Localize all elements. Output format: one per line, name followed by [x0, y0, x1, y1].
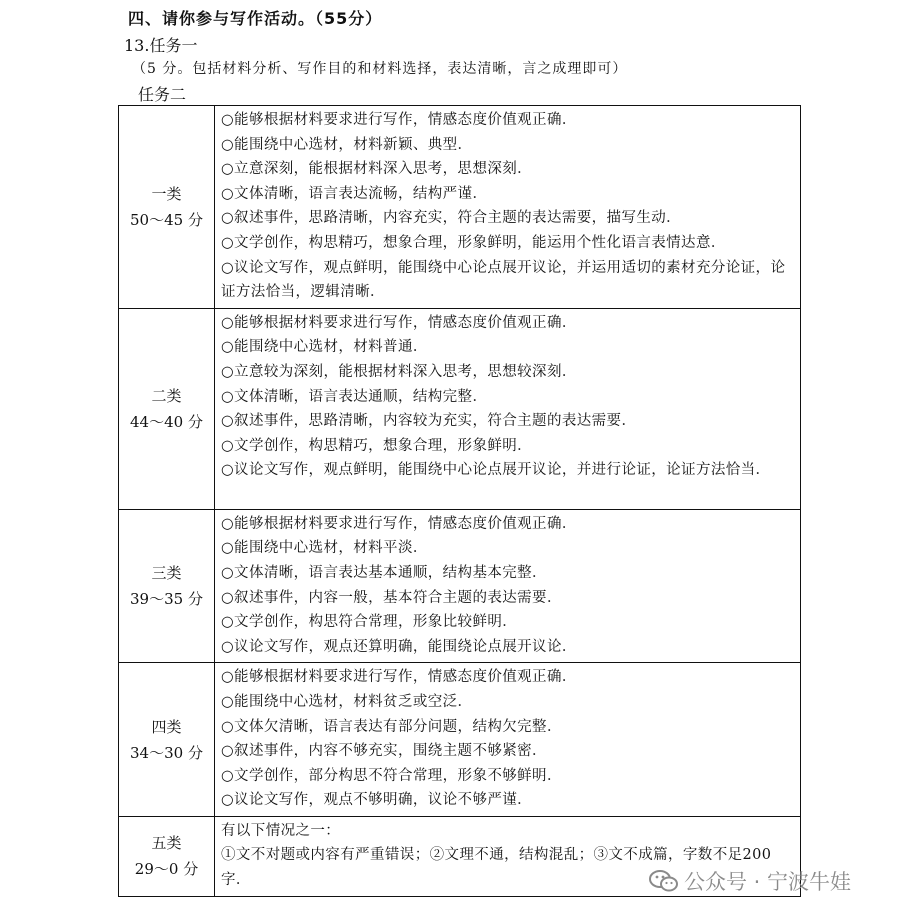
criterion-line: ①文不对题或内容有严重错误；②文理不通，结构混乱；③文不成篇，字数不足200字．: [221, 847, 772, 889]
criterion-line: ○叙述事件，内容一般，基本符合主题的表达需要．: [221, 589, 562, 606]
watermark-text: 公众号 · 宁波牛娃: [684, 870, 852, 894]
task2-label: 任务二: [138, 85, 187, 104]
criterion-line: ○议论文写作，观点还算明确，能围绕论点展开议论．: [221, 638, 577, 655]
grading-rubric-table: [118, 105, 801, 897]
level-score-range: 39～35 分: [130, 590, 203, 609]
level-cell: [119, 106, 215, 309]
level-score-range: 34～30 分: [130, 743, 203, 762]
level-name: 三类: [151, 564, 182, 583]
criterion-line: ○立意较为深刻，能根据材料深入思考，思想较深刻．: [221, 363, 577, 380]
criterion-line: ○能围绕中心选材，材料普通．: [221, 339, 428, 356]
criteria-cell: [215, 106, 801, 309]
task1-label: 13.任务一: [124, 36, 198, 55]
criterion-line: ○能够根据材料要求进行写作，情感态度价值观正确．: [221, 112, 577, 128]
criterion-line: ○文体清晰，语言表达流畅，结构严谨．: [221, 185, 488, 202]
criterion-line: ○文学创作，构思符合常理，形象比较鲜明．: [221, 614, 518, 631]
criterion-line: ○立意深刻，能根据材料深入思考，思想深刻．: [221, 161, 533, 178]
level-score-range: 44～40 分: [130, 412, 203, 431]
criterion-line: ○文学创作，部分构思不符合常理，形象不够鲜明．: [221, 767, 562, 784]
criteria-cell: [215, 509, 801, 663]
criterion-line: ○文体清晰，语言表达基本通顺，结构基本完整．: [221, 564, 547, 581]
rubric-row-level-2: [119, 308, 801, 509]
criterion-line: 有以下情况之一：: [221, 822, 341, 839]
criterion-line: ○文学创作，构思精巧，想象合理，形象鲜明．: [221, 437, 533, 454]
level-cell: [119, 663, 215, 817]
criterion-line: ○能够根据材料要求进行写作，情感态度价值观正确．: [221, 515, 577, 532]
criterion-line: ○叙述事件，思路清晰，内容较为充实，符合主题的表达需要．: [221, 413, 637, 430]
criterion-line: ○叙述事件，思路清晰，内容充实，符合主题的表达需要，描写生动．: [221, 210, 682, 227]
criterion-line: ○议论文写作，观点不够明确，议论不够严谨．: [221, 792, 533, 809]
criterion-line: ○能围绕中心选材，材料贫乏或空泛．: [221, 693, 473, 710]
criterion-line: ○叙述事件，内容不够充实，围绕主题不够紧密．: [221, 743, 547, 760]
level-score-range: 29～0 分: [134, 860, 199, 879]
level-score-range: 50～45 分: [130, 210, 203, 229]
criterion-line: ○能够根据材料要求进行写作，情感态度价值观正确．: [221, 314, 577, 331]
level-cell: [119, 509, 215, 663]
criterion-line: ○能围绕中心选材，材料平淡．: [221, 540, 428, 557]
level-name: 二类: [151, 386, 182, 405]
criterion-line: ○议论文写作，观点鲜明，能围绕中心论点展开议论，并进行论证，论证方法恰当．: [221, 462, 771, 479]
level-cell: [119, 816, 215, 896]
criterion-line: ○文体清晰，语言表达通顺，结构完整．: [221, 388, 488, 405]
task1-scoring-note: （5 分。包括材料分析、写作目的和材料选择，表达清晰，言之成理即可）: [132, 61, 628, 77]
criterion-line: ○文学创作，构思精巧，想象合理，形象鲜明，能运用个性化语言表情达意．: [221, 234, 726, 251]
criterion-line: ○文体欠清晰，语言表达有部分问题，结构欠完整．: [221, 718, 562, 735]
rubric-row-level-1: [119, 106, 801, 309]
wechat-icon: [648, 869, 680, 893]
criterion-line: ○议论文写作，观点鲜明，能围绕中心论点展开议论，并运用适切的素材充分论证，论证方法恰当，逻辑清晰．: [221, 259, 786, 301]
section-heading: 四、请你参与写作活动。（55分）: [128, 9, 383, 28]
level-name: 五类: [151, 834, 182, 853]
criterion-line: ○能围绕中心选材，材料新颖、典型．: [221, 136, 473, 153]
level-name: 四类: [151, 717, 182, 736]
criteria-cell: [215, 308, 801, 509]
level-cell: [119, 308, 215, 509]
criterion-line: ○能够根据材料要求进行写作，情感态度价值观正确．: [221, 669, 577, 686]
criteria-cell: [215, 663, 801, 817]
rubric-row-level-4: [119, 663, 801, 817]
account-watermark: [648, 866, 851, 896]
rubric-row-level-3: [119, 509, 801, 663]
level-name: 一类: [151, 184, 182, 203]
